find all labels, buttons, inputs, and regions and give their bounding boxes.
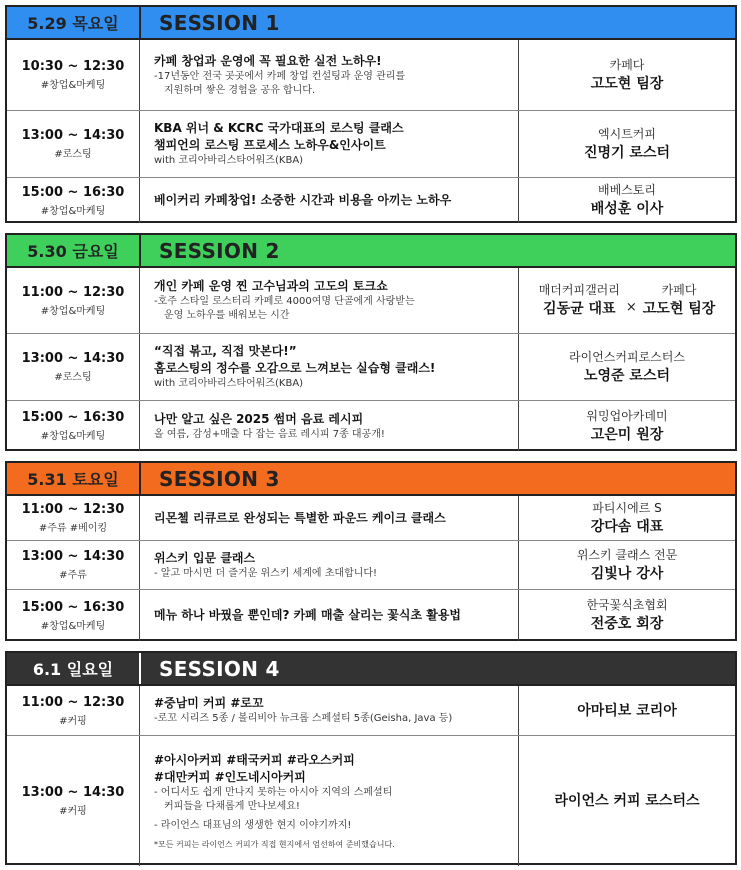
description-cell bbox=[140, 496, 519, 540]
category-tag: #창업&마케팅 bbox=[40, 205, 106, 217]
speaker-cell bbox=[519, 736, 735, 866]
table-row bbox=[7, 401, 735, 451]
time-cell bbox=[7, 178, 140, 223]
speaker-duo bbox=[539, 282, 716, 319]
class-title: 위스키 입문 클래스 bbox=[154, 550, 256, 565]
class-title: 개인 카페 운영 찐 고수님과의 고도의 토크쇼 bbox=[154, 279, 388, 293]
speaker-org: 위스키 클래스 전문 bbox=[576, 547, 678, 562]
speaker-org: 워밍업아카데미 bbox=[586, 408, 668, 423]
speaker-cell bbox=[519, 541, 735, 589]
class-title: 카페 창업과 운영에 꼭 필요한 실전 노하우! bbox=[154, 53, 382, 68]
class-title: 메뉴 하나 바꿨을 뿐인데? 카페 매출 살리는 꽃식초 활용법 bbox=[154, 608, 462, 622]
class-title: 챔피언의 로스팅 프로세스 노하우&인사이트 bbox=[154, 138, 386, 152]
time-cell bbox=[7, 334, 140, 400]
class-subtitle: 운영 노하우를 배워보는 시간 bbox=[164, 310, 290, 321]
session-title: SESSION 3 bbox=[159, 466, 280, 491]
class-title: “직접 볶고, 직접 맛본다!” bbox=[154, 344, 297, 358]
class-subtitle: -호주 스타일 로스터리 카페로 4000여명 단골에게 사랑받는 bbox=[154, 296, 415, 307]
description-cell bbox=[140, 541, 519, 589]
table-row bbox=[7, 686, 735, 736]
table-row bbox=[7, 40, 735, 111]
session-3 bbox=[5, 461, 737, 641]
time-cell bbox=[7, 111, 140, 177]
speaker-org: 카페다 bbox=[661, 283, 697, 297]
class-title: 홈로스팅의 정수를 오감으로 느껴보는 실습형 클래스! bbox=[154, 361, 436, 375]
category-tag: #커핑 bbox=[59, 806, 87, 817]
time-cell bbox=[7, 268, 140, 333]
table-row bbox=[7, 541, 735, 590]
speaker-org: 매더커피갤러리 bbox=[538, 283, 620, 297]
session-1 bbox=[5, 5, 737, 223]
speaker-a bbox=[539, 282, 620, 319]
time-cell bbox=[7, 590, 140, 641]
speaker-cell bbox=[519, 590, 735, 641]
speaker-cell bbox=[519, 268, 735, 333]
category-tag: #창업&마케팅 bbox=[40, 620, 106, 632]
class-subtitle: 커피들을 다채롭게 만나보세요! bbox=[164, 801, 300, 812]
speaker-cell bbox=[519, 40, 735, 110]
class-subtitle: - 알고 마시면 더 즐거운 위스키 세계에 초대합니다! bbox=[154, 567, 378, 579]
session-title: SESSION 2 bbox=[159, 238, 280, 263]
category-tag: #주류 bbox=[59, 570, 87, 581]
time-range: 11:00 ~ 12:30 bbox=[21, 502, 125, 517]
speaker-name: 강다솜 대표 bbox=[590, 518, 664, 535]
speaker-cell bbox=[519, 686, 735, 735]
session-date: 5.29 목요일 bbox=[7, 7, 141, 38]
speaker-org: 배베스토리 bbox=[598, 183, 656, 197]
session-2 bbox=[5, 233, 737, 451]
category-tag: #로스팅 bbox=[54, 149, 92, 160]
session-1-header bbox=[7, 7, 735, 40]
session-date: 5.30 금요일 bbox=[7, 235, 141, 266]
speaker-name: 김동균 대표 bbox=[543, 301, 616, 317]
speaker-name: 진명기 로스터 bbox=[583, 144, 671, 161]
class-title: #중남미 커피 #로꼬 bbox=[154, 696, 264, 710]
description-cell bbox=[140, 686, 519, 735]
time-range: 13:00 ~ 14:30 bbox=[21, 351, 125, 366]
time-range: 10:30 ~ 12:30 bbox=[21, 59, 125, 74]
class-subtitle: with 코리아바리스타어워즈(KBA) bbox=[154, 155, 304, 166]
category-tag: #창업&마케팅 bbox=[40, 80, 106, 91]
table-row bbox=[7, 590, 735, 641]
time-range: 13:00 ~ 14:30 bbox=[21, 549, 125, 564]
time-cell bbox=[7, 541, 140, 589]
time-range: 15:00 ~ 16:30 bbox=[21, 599, 125, 615]
class-title: #대만커피 #인도네시아커피 bbox=[154, 770, 306, 784]
speaker-cell bbox=[519, 111, 735, 177]
class-title: KBA 위너 & KCRC 국가대표의 로스팅 클래스 bbox=[154, 121, 404, 135]
category-tag: #커핑 bbox=[59, 715, 87, 727]
class-subtitle: with 코리아바리스타어워즈(KBA) bbox=[154, 378, 304, 389]
speaker-name: 고도현 팀장 bbox=[590, 75, 664, 92]
speaker-cell bbox=[519, 496, 735, 540]
time-range: 15:00 ~ 16:30 bbox=[21, 410, 125, 425]
speaker-name: 김빛나 강사 bbox=[590, 565, 664, 582]
time-range: 11:00 ~ 12:30 bbox=[21, 694, 125, 710]
class-title: 나만 알고 싶은 2025 썸머 음료 레시피 bbox=[154, 411, 364, 426]
session-4-header bbox=[7, 653, 735, 686]
time-range: 13:00 ~ 14:30 bbox=[21, 785, 125, 800]
speaker-org: 파티시에르 S bbox=[592, 500, 662, 515]
time-cell bbox=[7, 686, 140, 735]
session-title: SESSION 4 bbox=[159, 656, 280, 681]
table-row bbox=[7, 178, 735, 223]
description-cell bbox=[140, 178, 519, 223]
speaker-org: 카페다 bbox=[609, 57, 645, 72]
class-subtitle: -17년동안 전국 곳곳에서 카페 창업 컨설팅과 운영 관리를 bbox=[154, 70, 406, 82]
session-date: 5.31 토요일 bbox=[7, 463, 141, 494]
class-subtitle: - 라이언스 대표님의 생생한 현지 이야기까지! bbox=[154, 820, 352, 831]
speaker-cell bbox=[519, 334, 735, 400]
session-date: 6.1 일요일 bbox=[7, 653, 141, 684]
speaker-cell bbox=[519, 401, 735, 451]
time-range: 13:00 ~ 14:30 bbox=[21, 128, 125, 143]
description-cell bbox=[140, 590, 519, 641]
table-row bbox=[7, 496, 735, 541]
time-cell bbox=[7, 496, 140, 540]
description-cell bbox=[140, 40, 519, 110]
class-subtitle: -로꼬 시리즈 5종 / 볼리비아 뉴크롭 스페셜티 5종(Geisha, Java 등) bbox=[154, 713, 453, 724]
category-tag: #창업&마케팅 bbox=[40, 305, 106, 317]
session-3-header bbox=[7, 463, 735, 496]
class-subtitle: 지원하며 쌓은 경험을 공유 합니다. bbox=[164, 84, 316, 96]
speaker-org: 엑시트커피 bbox=[598, 126, 656, 141]
speaker-name: 아마티보 코리아 bbox=[577, 702, 677, 719]
time-cell bbox=[7, 401, 140, 451]
class-title: #아시아커피 #태국커피 #라오스커피 bbox=[154, 753, 355, 767]
class-subtitle: - 어디서도 쉽게 만나지 못하는 아시아 지역의 스페셜티 bbox=[154, 787, 393, 798]
category-tag: #주류 #베이킹 bbox=[38, 523, 108, 534]
table-row bbox=[7, 736, 735, 866]
time-cell bbox=[7, 40, 140, 110]
table-row bbox=[7, 111, 735, 178]
speaker-name: 전중호 회장 bbox=[590, 616, 664, 632]
speaker-name: 배성훈 이사 bbox=[590, 201, 664, 217]
session-4 bbox=[5, 651, 737, 865]
session-2-header bbox=[7, 235, 735, 268]
speaker-name: 노영준 로스터 bbox=[583, 367, 671, 384]
speaker-org: 라이언스커피로스터스 bbox=[569, 349, 685, 364]
description-cell bbox=[140, 334, 519, 400]
class-title: 리몬첼 리큐르로 완성되는 특별한 파운드 케이크 클래스 bbox=[154, 510, 446, 525]
time-range: 11:00 ~ 12:30 bbox=[21, 284, 125, 300]
category-tag: #로스팅 bbox=[54, 372, 92, 383]
speaker-b bbox=[643, 282, 716, 319]
session-title: SESSION 1 bbox=[159, 10, 280, 35]
speaker-org: 한국꽃식초협회 bbox=[586, 598, 668, 612]
speaker-name: 고은미 원장 bbox=[590, 426, 664, 443]
collab-x: × bbox=[625, 300, 637, 315]
table-row bbox=[7, 268, 735, 334]
speaker-name: 고도현 팀장 bbox=[642, 301, 716, 317]
description-cell bbox=[140, 111, 519, 177]
class-title: 베이커리 카페창업! 소중한 시간과 비용을 아끼는 노하우 bbox=[154, 193, 452, 207]
description-cell bbox=[140, 268, 519, 333]
category-tag: #창업&마케팅 bbox=[40, 431, 106, 442]
table-row bbox=[7, 334, 735, 401]
time-cell bbox=[7, 736, 140, 866]
description-cell bbox=[140, 401, 519, 451]
class-subtitle: 올 여름, 감성+매출 다 잡는 음료 레시피 7종 대공개! bbox=[154, 428, 385, 440]
footnote: *모든 커피는 라이언스 커피가 직접 현지에서 엄선하여 준비했습니다. bbox=[154, 840, 395, 849]
time-range: 15:00 ~ 16:30 bbox=[21, 184, 125, 200]
speaker-cell bbox=[519, 178, 735, 223]
description-cell bbox=[140, 736, 519, 866]
speaker-name: 라이언스 커피 로스터스 bbox=[554, 793, 700, 809]
